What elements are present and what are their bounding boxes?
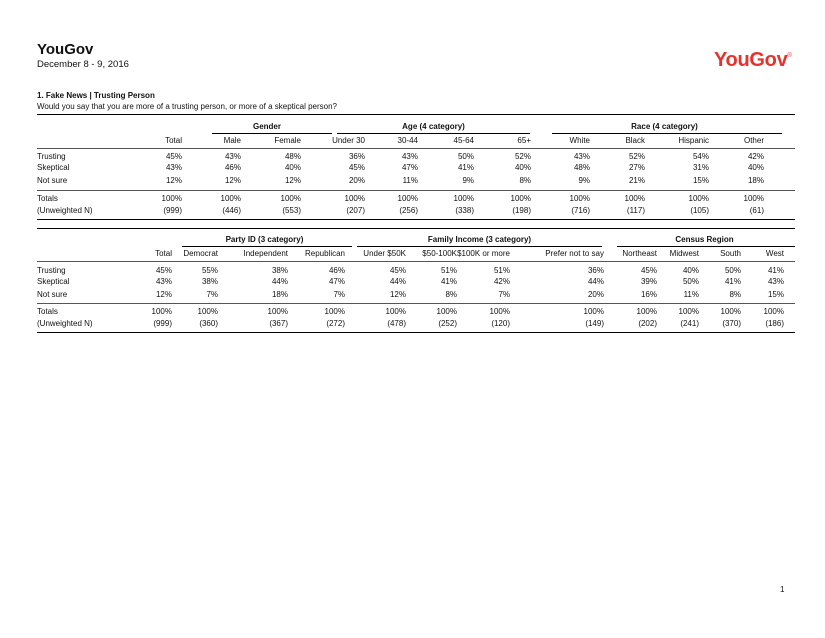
table-cell: 52% xyxy=(514,152,531,161)
table-cell: (999) xyxy=(163,206,182,215)
table-cell: 45% xyxy=(165,152,182,161)
table-cell: 55% xyxy=(201,266,218,275)
table-cell: (117) xyxy=(626,206,645,215)
column-header: Under 30 xyxy=(332,136,365,145)
table-cell: 40% xyxy=(284,163,301,172)
table-cell: 12% xyxy=(389,290,406,299)
yougov-logo: YouGov® xyxy=(714,49,792,71)
table-cell: 11% xyxy=(402,176,418,185)
column-header: West xyxy=(765,249,784,258)
table-cell: 42% xyxy=(493,277,510,286)
table-cell: 100% xyxy=(161,194,182,203)
table-cell: (256) xyxy=(399,206,418,215)
table-cell: 8% xyxy=(445,290,457,299)
table-cell: 41% xyxy=(440,277,457,286)
table-cell: 100% xyxy=(324,307,345,316)
column-header: Independent xyxy=(243,249,288,258)
table-cell: 44% xyxy=(271,277,288,286)
table-cell: 100% xyxy=(720,307,741,316)
table-cell: 46% xyxy=(224,163,241,172)
table-cell: 45% xyxy=(640,266,657,275)
row-label: (Unweighted N) xyxy=(37,206,93,215)
table-cell: (202) xyxy=(638,319,657,328)
table-cell: 40% xyxy=(682,266,699,275)
table-cell: 100% xyxy=(510,194,531,203)
row-label: Trusting xyxy=(37,152,66,161)
table-cell: 40% xyxy=(514,163,531,172)
table-cell: 100% xyxy=(688,194,709,203)
table-cell: 52% xyxy=(628,152,645,161)
table-cell: 9% xyxy=(578,176,590,185)
table-cell: (716) xyxy=(571,206,590,215)
table-cell: 41% xyxy=(724,277,741,286)
table-cell: 20% xyxy=(348,176,365,185)
column-header: 30-44 xyxy=(397,136,418,145)
table-cell: (252) xyxy=(438,319,457,328)
table-cell: 50% xyxy=(457,152,474,161)
table-cell: 18% xyxy=(271,290,288,299)
table-cell: 100% xyxy=(280,194,301,203)
column-header: Prefer not to say xyxy=(545,249,604,258)
question-text: Would you say that you are more of a trusting person, or more of a skeptical person? xyxy=(37,102,338,111)
table-cell: 54% xyxy=(692,152,709,161)
table-cell: 46% xyxy=(328,266,345,275)
table-cell: 15% xyxy=(767,290,784,299)
table-cell: (241) xyxy=(680,319,699,328)
table-cell: 7% xyxy=(498,290,510,299)
group-header: Age (4 category) xyxy=(402,122,465,131)
table-cell: 8% xyxy=(729,290,741,299)
table-cell: 50% xyxy=(682,277,699,286)
table-cell: 41% xyxy=(767,266,784,275)
table-cell: 51% xyxy=(440,266,457,275)
column-header: Republican xyxy=(304,249,345,258)
table-cell: 12% xyxy=(224,176,241,185)
crosstab-table-1 xyxy=(37,114,795,224)
table-cell: 36% xyxy=(587,266,604,275)
table-cell: 100% xyxy=(151,307,172,316)
table-cell: 100% xyxy=(344,194,365,203)
table-cell: 12% xyxy=(284,176,301,185)
table-cell: 12% xyxy=(165,176,182,185)
column-header: Northeast xyxy=(622,249,657,258)
table-cell: 15% xyxy=(692,176,709,185)
table-cell: 21% xyxy=(628,176,645,185)
table-cell: 100% xyxy=(385,307,406,316)
table-cell: (207) xyxy=(346,206,365,215)
table-cell: 44% xyxy=(587,277,604,286)
question-title: 1. Fake News | Trusting Person xyxy=(37,91,155,100)
table-cell: 100% xyxy=(197,307,218,316)
table-cell: 42% xyxy=(747,152,764,161)
group-header: Party ID (3 category) xyxy=(225,235,304,244)
column-header: South xyxy=(720,249,741,258)
table-cell: 48% xyxy=(573,163,590,172)
table-cell: (478) xyxy=(387,319,406,328)
table-cell: 100% xyxy=(267,307,288,316)
column-header: $50-100K xyxy=(422,249,457,258)
table-cell: 100% xyxy=(583,307,604,316)
table-cell: (553) xyxy=(282,206,301,215)
table-cell: 44% xyxy=(389,277,406,286)
table-cell: (186) xyxy=(765,319,784,328)
column-header: Male xyxy=(223,136,241,145)
table-cell: 47% xyxy=(401,163,418,172)
table-cell: 100% xyxy=(763,307,784,316)
table-cell: 18% xyxy=(747,176,764,185)
column-header: Midwest xyxy=(669,249,699,258)
table-cell: 43% xyxy=(165,163,182,172)
table-cell: 100% xyxy=(397,194,418,203)
table-cell: (120) xyxy=(491,319,510,328)
column-header: Total xyxy=(155,249,172,258)
table-cell: 45% xyxy=(348,163,365,172)
row-label: (Unweighted N) xyxy=(37,319,93,328)
table-cell: 100% xyxy=(453,194,474,203)
table-cell: 43% xyxy=(155,277,172,286)
logo-text: YouGov xyxy=(714,49,788,71)
table-cell: 43% xyxy=(573,152,590,161)
table-cell: 20% xyxy=(587,290,604,299)
report-title: YouGov xyxy=(37,41,94,58)
table-cell: 38% xyxy=(201,277,218,286)
table-cell: 100% xyxy=(220,194,241,203)
table-cell: 31% xyxy=(692,163,709,172)
table-cell: 48% xyxy=(284,152,301,161)
table-cell: (198) xyxy=(512,206,531,215)
group-header: Gender xyxy=(252,122,281,131)
column-header: Total xyxy=(165,136,182,145)
table-cell: (360) xyxy=(199,319,218,328)
table-cell: (61) xyxy=(749,206,764,215)
table-cell: (999) xyxy=(153,319,172,328)
table-cell: 100% xyxy=(569,194,590,203)
table-cell: 41% xyxy=(457,163,474,172)
table-cell: 43% xyxy=(767,277,784,286)
column-header: Black xyxy=(625,136,645,145)
row-label: Skeptical xyxy=(37,163,70,172)
table-cell: 11% xyxy=(683,290,699,299)
row-label: Totals xyxy=(37,307,58,316)
row-label: Not sure xyxy=(37,290,68,299)
crosstab-table-2 xyxy=(37,228,795,338)
table-cell: 9% xyxy=(462,176,474,185)
table-cell: 51% xyxy=(493,266,510,275)
group-header: Family Income (3 category) xyxy=(427,235,532,244)
column-header: Under $50K xyxy=(363,249,406,258)
table-cell: 43% xyxy=(224,152,241,161)
table-cell: 27% xyxy=(628,163,645,172)
table-cell: 47% xyxy=(328,277,345,286)
row-label: Totals xyxy=(37,194,58,203)
column-header: Democrat xyxy=(183,249,218,258)
table-cell: (272) xyxy=(326,319,345,328)
table-cell: 50% xyxy=(724,266,741,275)
table-cell: 100% xyxy=(436,307,457,316)
table-cell: 7% xyxy=(333,290,345,299)
row-label: Trusting xyxy=(37,266,66,275)
column-header: 45-64 xyxy=(453,136,474,145)
row-label: Not sure xyxy=(37,176,68,185)
table-cell: (370) xyxy=(722,319,741,328)
table-cell: (367) xyxy=(269,319,288,328)
column-header: Female xyxy=(274,136,301,145)
column-header: Hispanic xyxy=(678,136,709,145)
table-cell: (446) xyxy=(222,206,241,215)
table-cell: 8% xyxy=(519,176,531,185)
table-cell: 100% xyxy=(636,307,657,316)
table-cell: 45% xyxy=(389,266,406,275)
table-cell: 100% xyxy=(624,194,645,203)
column-header: White xyxy=(569,136,590,145)
table-cell: 16% xyxy=(640,290,657,299)
table-cell: 100% xyxy=(743,194,764,203)
table-cell: 40% xyxy=(747,163,764,172)
table-cell: 36% xyxy=(348,152,365,161)
table-cell: 39% xyxy=(640,277,657,286)
column-header: Other xyxy=(743,136,764,145)
column-header: $100K or more xyxy=(457,249,510,258)
table-cell: 45% xyxy=(155,266,172,275)
group-header: Race (4 category) xyxy=(631,122,698,131)
table-cell: (338) xyxy=(455,206,474,215)
table-cell: 43% xyxy=(401,152,418,161)
table-cell: 100% xyxy=(678,307,699,316)
report-date: December 8 - 9, 2016 xyxy=(37,59,129,70)
group-header: Census Region xyxy=(675,235,734,244)
table-cell: 100% xyxy=(489,307,510,316)
table-cell: (105) xyxy=(690,206,709,215)
table-cell: 38% xyxy=(271,266,288,275)
column-header: 65+ xyxy=(517,136,531,145)
table-cell: (149) xyxy=(585,319,604,328)
table-cell: 12% xyxy=(155,290,172,299)
row-label: Skeptical xyxy=(37,277,70,286)
page-number: 1 xyxy=(780,585,785,594)
table-cell: 7% xyxy=(206,290,218,299)
